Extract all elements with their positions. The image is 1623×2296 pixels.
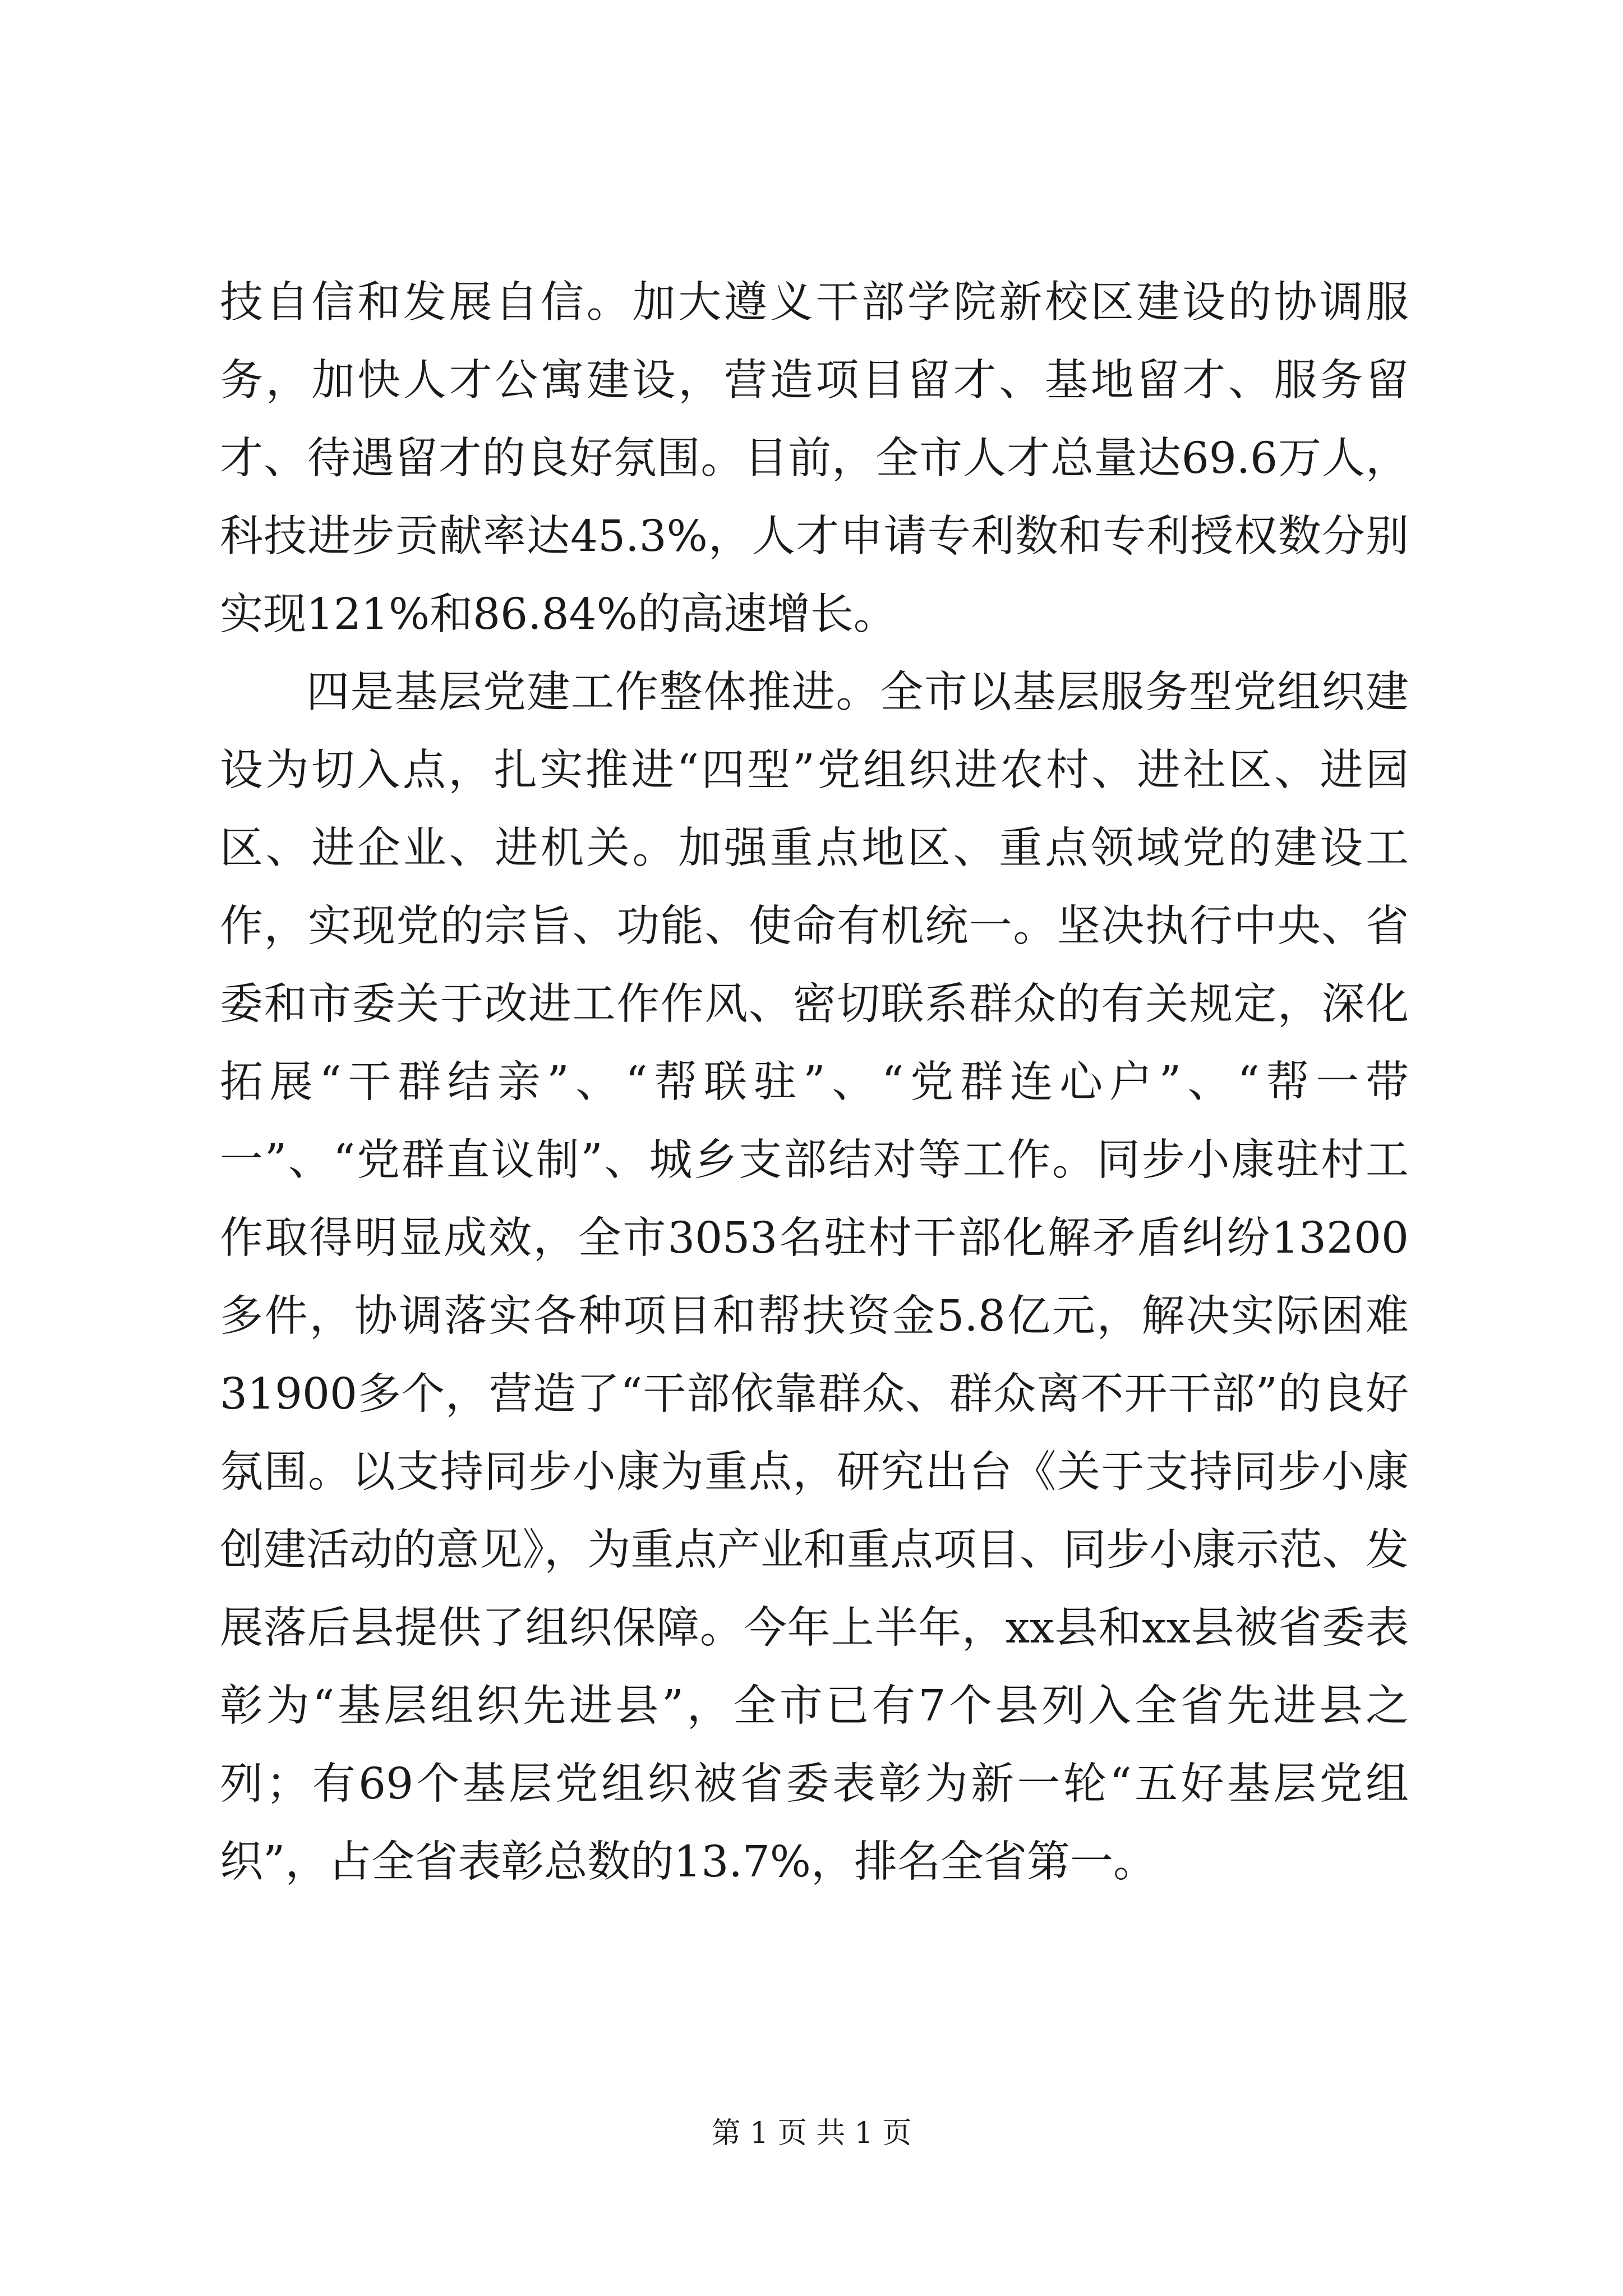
paragraph-grassroots-party-building: 四是基层党建工作整体推进。全市以基层服务型党组织建设为切入点，扎实推进“四型”党组织进农村、进社区、进园区、进企业、进机关。加强重点地区、重点领域党的建设工作，实现党的宗旨、功能、使命有机统一。坚决执行中央、省委和市委关于改进工作作风、密切联系群众的有关规定，深化拓展“干群结亲”、“帮联驻”、“党群连心户”、“帮一带一”、“党群直议制”、城乡支部结对等工作。同步小康驻村工作取得明显成效，全市3053名驻村干部化解矛盾纠纷13200多件，协调落实各种项目和帮扶资金5.8亿元，解决实际困难31900多个，营造了“干部依靠群众、群众离不开干部”的良好氛围。以支持同步小康为重点，研究出台《关于支持同步小康创建活动的意见》，为重点产业和重点项目、同步小康示范、发展落后县提供了组织保障。今年上半年，xx县和xx县被省委表彰为“基层组织先进县”，全市已有7个县列入全省先进县之列；有69个基层党组织被省委表彰为新一轮“五好基层党组织”，占全省表彰总数的13.7%，排名全省第一。 xyxy=(220,668,1409,1887)
page-footer: 第 1 页 共 1 页 xyxy=(711,2116,912,2150)
document-body xyxy=(220,264,1409,1901)
paragraph-continuation: 技自信和发展自信。加大遵义干部学院新校区建设的协调服务，加快人才公寓建设，营造项目留才、基地留才、服务留才、待遇留才的良好氛围。目前，全市人才总量达69.6万人，科技进步贡献率达45.3%，人才申请专利数和专利授权数分别实现121%和86.84%的高速增长。 xyxy=(220,278,1409,639)
